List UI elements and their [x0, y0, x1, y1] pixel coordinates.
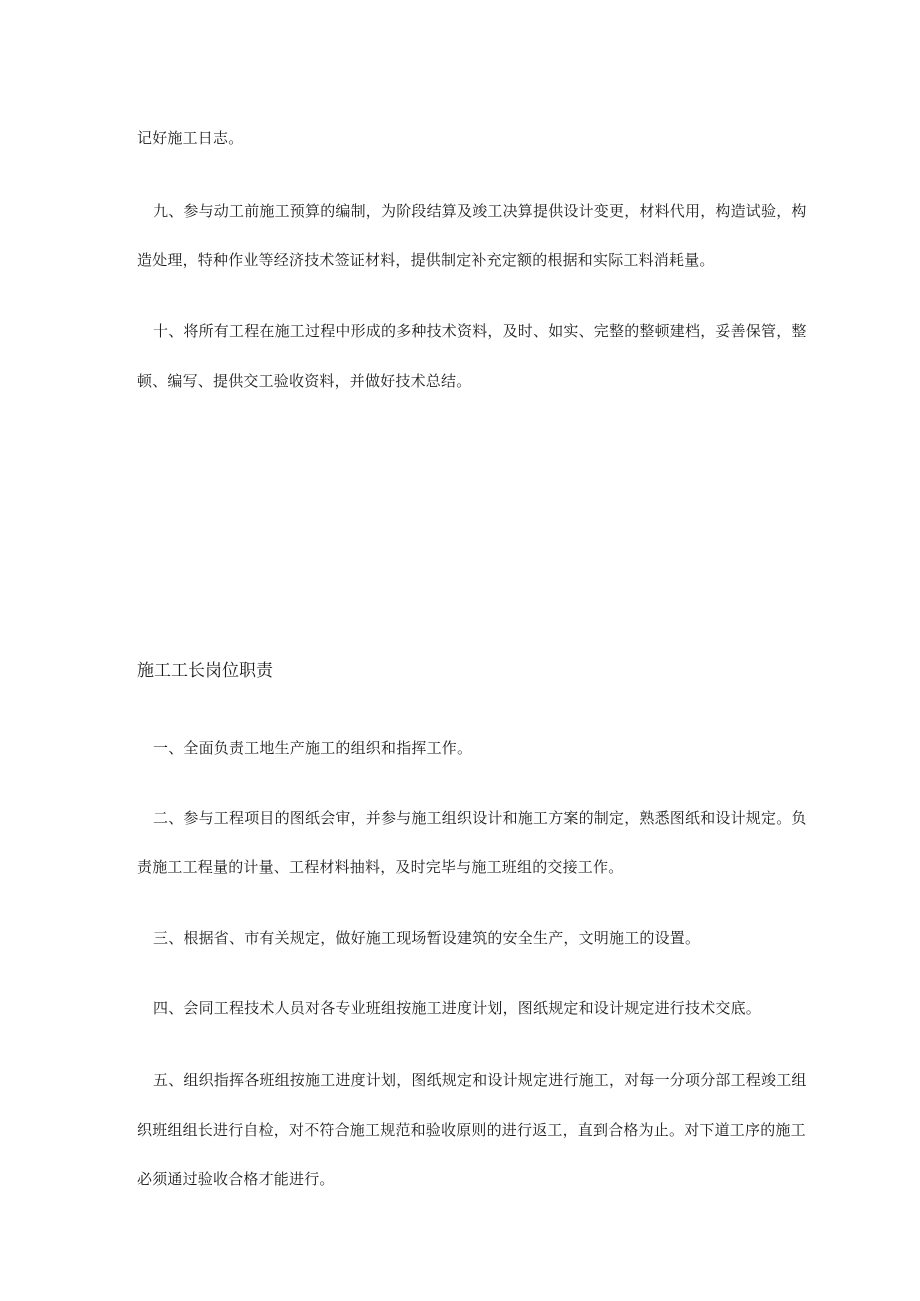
item-9-line-2: 造处理，特种作业等经济技术签证材料，提供制定补充定额的根据和实际工料消耗量。: [137, 251, 715, 269]
duty-4-line-1: 四、会同工程技术人员对各专业班组按施工进度计划，图纸规定和设计规定进行技术交底。: [153, 999, 762, 1017]
section-title: 施工工长岗位职责: [137, 661, 273, 681]
item-10-line-2: 顿、编写、提供交工验收资料，并做好技术总结。: [137, 372, 472, 390]
duty-3-line-1: 三、根据省、市有关规定，做好施工现场暂设建筑的安全生产，文明施工的设置。: [153, 929, 701, 947]
duty-5-line-3: 必须通过验收合格才能进行。: [137, 1170, 335, 1188]
duty-2-line-1: 二、参与工程项目的图纸会审，并参与施工组织设计和施工方案的制定，熟悉图纸和设计规定。负: [153, 809, 807, 827]
duty-2-line-2: 责施工工程量的计量、工程材料抽料，及时完毕与施工班组的交接工作。: [137, 858, 624, 876]
duty-5-line-2: 织班组组长进行自检，对不符合施工规范和验收原则的进行返工，直到合格为止。对下道工序的施工: [137, 1121, 806, 1139]
duty-1-line-1: 一、全面负责工地生产施工的组织和指挥工作。: [153, 739, 473, 757]
duty-5-line-1: 五、组织指挥各班组按施工进度计划，图纸规定和设计规定进行施工，对每一分项分部工程竣工组: [153, 1071, 807, 1089]
item-9-line-1: 九、参与动工前施工预算的编制，为阶段结算及竣工决算提供设计变更，材料代用，构造试验，构: [153, 202, 807, 220]
item-10-line-1: 十、将所有工程在施工过程中形成的多种技术资料，及时、如实、完整的整顿建档，妥善保管，整: [153, 322, 807, 340]
paragraph-line: 记好施工日志。: [137, 129, 244, 147]
